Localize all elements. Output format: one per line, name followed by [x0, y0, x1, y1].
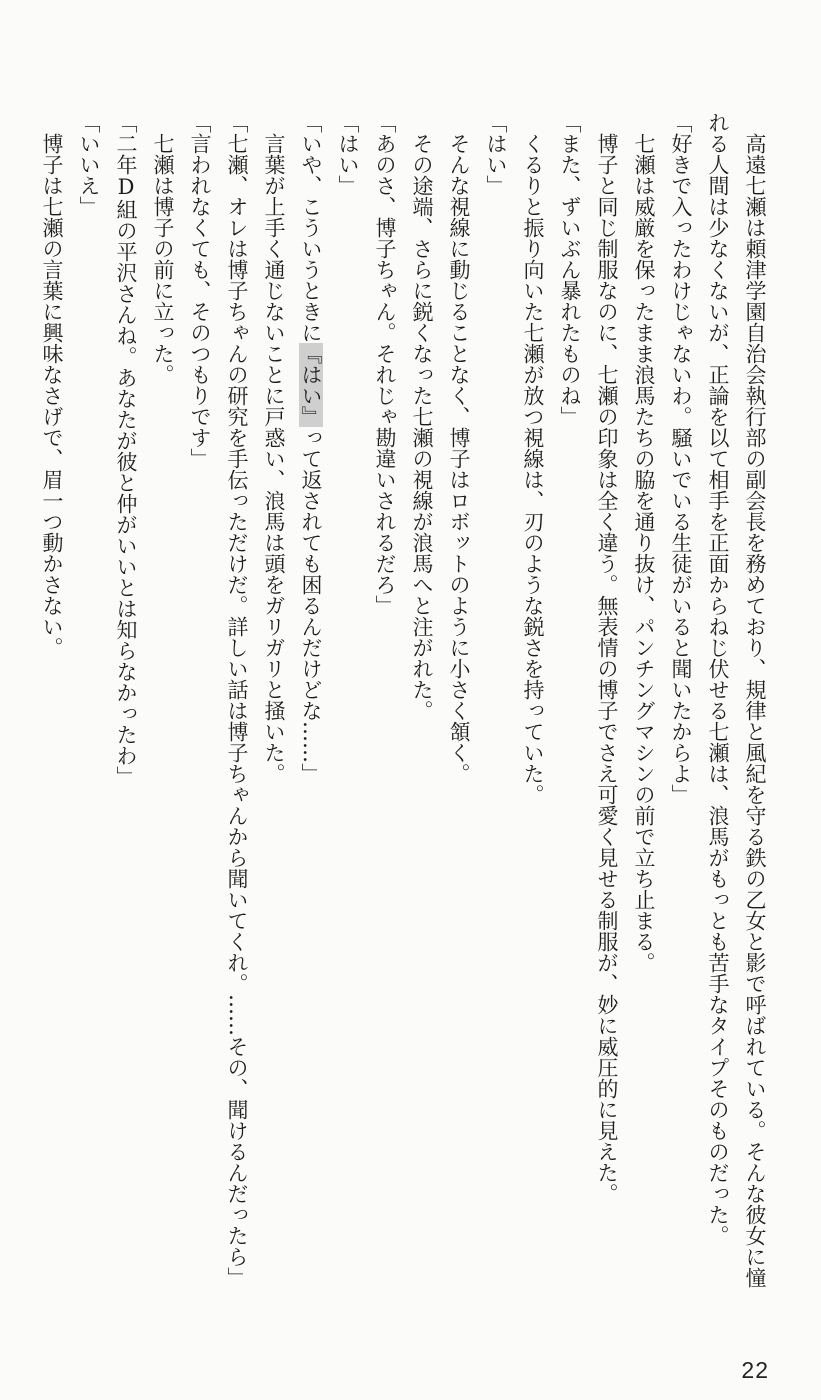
paragraph: 言葉が上手く通じないことに戸惑い、浪馬は頭をガリガリと掻いた。: [262, 133, 286, 784]
paragraph: 「また、ずいぶん暴れたものね」: [558, 112, 582, 427]
paragraph: 博子と同じ制服なのに、七瀬の印象は全く違う。無表情の博子でさえ可愛く見せる制服が、妙に威圧的に見えた。: [595, 133, 619, 1204]
paragraph: 「いや、こういうときに『はい』って返されても困るんだけどな……」: [299, 112, 323, 784]
paragraph: 「二年D組の平沢さんね。あなたが彼と仲がいいとは知らなかったわ」: [114, 112, 138, 787]
paragraph: くるりと振り向いた七瀬が放つ視線は、刃のような鋭さを持っていた。: [521, 133, 545, 805]
paragraph: 七瀬は博子の前に立った。: [151, 133, 175, 385]
paragraph: 博子は七瀬の言葉に興味なさげで、眉一つ動かさない。: [40, 133, 64, 658]
paragraph: 「はい」: [336, 112, 360, 196]
paragraph: 「言われなくても、そのつもりです」: [188, 112, 212, 469]
paragraph: 「七瀬、オレは博子ちゃんの研究を手伝っただけだ。詳しい話は博子ちゃんから聞いてくれ。……その、聞けるんだったら」: [225, 112, 249, 1288]
paragraph: その途端、さらに鋭くなった七瀬の視線が浪馬へと注がれた。: [410, 133, 434, 721]
paragraph: 「いいえ」: [77, 112, 101, 217]
paragraph: 「はい」: [484, 112, 508, 196]
paragraph: そんな視線に動じることなく、博子はロボットのように小さく頷く。: [447, 133, 471, 784]
page-text: [33, 112, 773, 1292]
paragraph: 「好きで入ったわけじゃないわ。騒いでいる生徒がいると聞いたからよ」: [669, 112, 693, 805]
page-number: 22: [741, 1357, 769, 1383]
paragraph: 「あのさ、博子ちゃん。それじゃ勘違いされるだろ」: [373, 112, 397, 616]
paragraph: 七瀬は威厳を保ったまま浪馬たちの脇を通り抜け、パンチングマシンの前で立ち止まる。: [632, 133, 656, 973]
paragraph: 高遠七瀬は頼津学園自治会執行部の副会長を務めており、規律と風紀を守る鉄の乙女と影で呼ばれている。そんな彼女に憧れる人間は少なくないが、正論を以て相手を正面からねじ伏せる七瀬は、浪馬がもっとも苦手なタイプそのものだった。: [706, 112, 767, 1288]
